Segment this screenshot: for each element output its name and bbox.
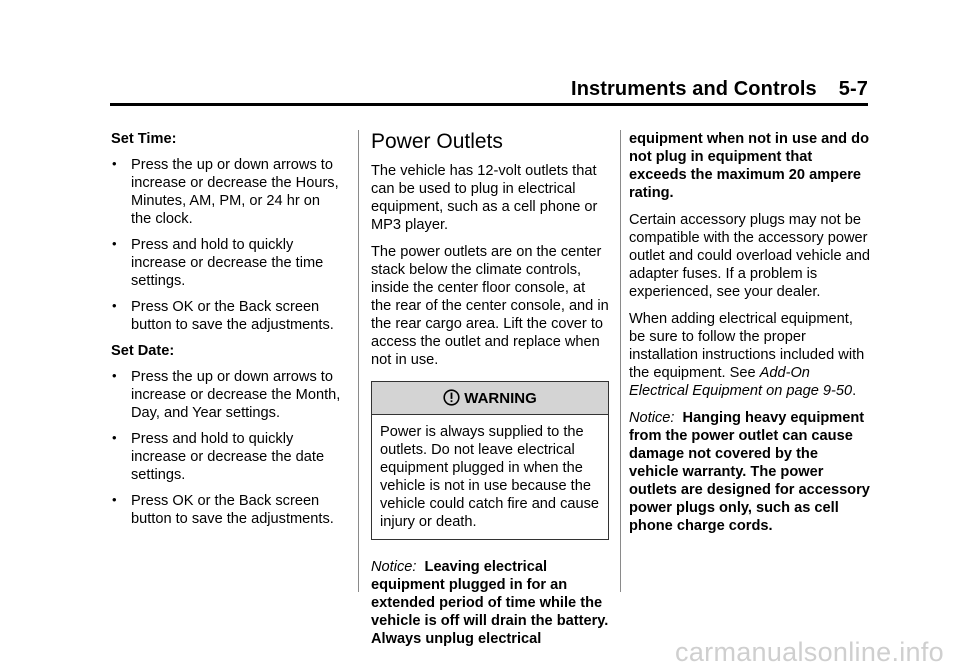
list-item — [111, 492, 343, 528]
watermark: carmanualsonline.info — [675, 637, 944, 667]
bullet-icon: • — [112, 156, 117, 171]
notice-paragraph — [629, 409, 871, 535]
warning-header — [372, 382, 608, 415]
warning-text: Power is always supplied to the outlets. Do not leave electrical equipment plugged in when the vehicle is not in use because the vehicle could catch fire and cause injury or death. — [380, 424, 600, 530]
list-item-text: Press the up or down arrows to increase or decrease the Hours, Minutes, AM, PM, or 24 hr on the clock. — [131, 157, 339, 227]
column-right — [629, 130, 871, 544]
list-item-text: Press and hold to quickly increase or decrease the time settings. — [131, 237, 324, 289]
warning-box — [371, 381, 609, 540]
notice-paragraph — [371, 558, 609, 648]
paragraph: The power outlets are on the center stack below the climate controls, inside the center floor console, at the rear of the center console, and in the rear cargo area. Lift the cover to access the outlet and replace when not in use. — [371, 244, 609, 368]
list-item — [111, 368, 343, 422]
set-time-heading: Set Time: — [111, 131, 177, 147]
bullet-icon: • — [112, 430, 117, 445]
list-item-text: Press OK or the Back screen button to save the adjustments. — [131, 299, 334, 333]
page-header — [571, 78, 868, 101]
header-rule — [110, 103, 868, 106]
section-heading: Power Outlets — [371, 130, 503, 153]
notice-label: Notice: — [371, 559, 417, 575]
list-item-text: Press and hold to quickly increase or decrease the date settings. — [131, 431, 325, 483]
notice-text: Leaving electrical equipment plugged in for an extended period of time while the vehicle is off will drain the battery. Always unplug electrical — [371, 559, 609, 647]
paragraph-text: . — [852, 383, 857, 399]
bullet-icon: • — [112, 492, 117, 507]
column-divider — [620, 130, 621, 592]
warning-icon — [443, 389, 460, 406]
notice-continuation: equipment when not in use and do not plug in equipment that exceeds the maximum 20 ampere rating. — [629, 131, 869, 201]
list-item-text: Press OK or the Back screen button to save the adjustments. — [131, 493, 334, 527]
list-item — [111, 236, 343, 290]
paragraph — [629, 310, 871, 400]
page-number: 5-7 — [838, 78, 868, 100]
warning-label: WARNING — [464, 390, 537, 407]
cross-reference-link[interactable]: Add-On Electrical Equipment on page 9-50 — [629, 365, 853, 399]
list-item-text: Press the up or down arrows to increase or decrease the Month, Day, and Year settings. — [131, 369, 341, 421]
set-date-list — [111, 368, 343, 528]
set-time-list — [111, 156, 343, 334]
column-middle — [371, 130, 609, 657]
bullet-icon: • — [112, 298, 117, 313]
column-divider — [358, 130, 359, 592]
paragraph: Certain accessory plugs may not be compatible with the accessory power outlet and could overload vehicle and adapter fuses. If a problem is experienced, see your dealer. — [629, 212, 870, 300]
bullet-icon: • — [112, 368, 117, 383]
notice-label: Notice: — [629, 410, 675, 426]
list-item — [111, 156, 343, 228]
column-left — [111, 130, 343, 536]
paragraph: The vehicle has 12-volt outlets that can be used to plug in electrical equipment, such as a cell phone or MP3 player. — [371, 163, 598, 233]
notice-text: Hanging heavy equipment from the power outlet can cause damage not covered by the vehicle warranty. The power outlets are designed for accessory power plugs only, such as cell phone charge cords. — [629, 410, 870, 534]
paragraph-text: When adding electrical equipment, be sure to follow the proper installation instructions included with the equipment. See — [629, 311, 865, 381]
bullet-icon: • — [112, 236, 117, 251]
section-title: Instruments and Controls — [571, 78, 817, 100]
set-date-heading: Set Date: — [111, 343, 175, 359]
list-item — [111, 430, 343, 484]
list-item — [111, 298, 343, 334]
